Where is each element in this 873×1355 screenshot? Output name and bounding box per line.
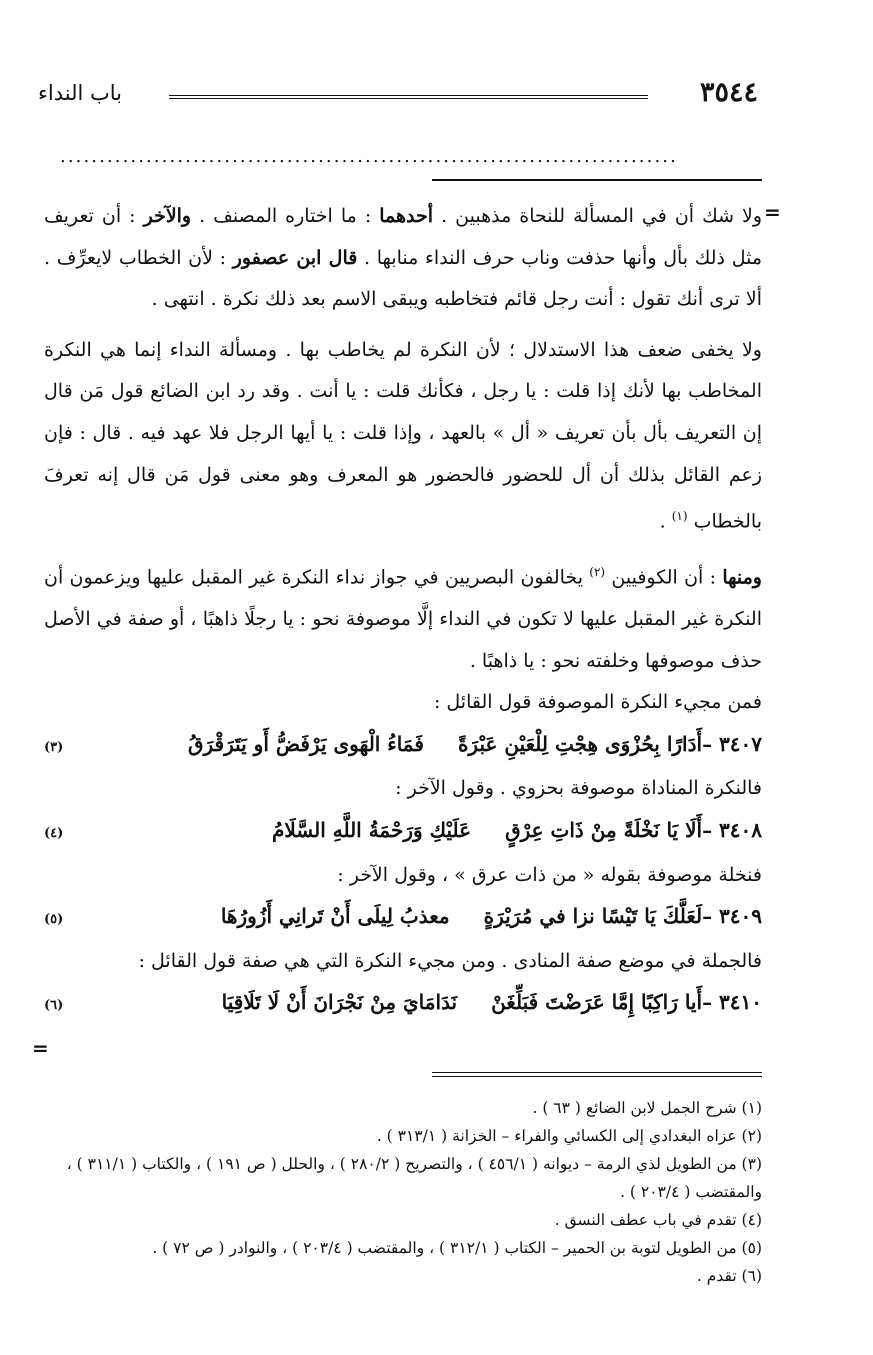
footnote-ref: (٣) xyxy=(44,739,64,755)
footnote-4: (٤) تقدم في باب عطف النسق . xyxy=(554,1211,762,1229)
footnote-6: (٦) تقدم . xyxy=(696,1267,762,1285)
footnote-rule xyxy=(432,1072,762,1077)
paragraph-3: ومنها : أن الكوفيين $^{(٢)}$ يخالفون البصريين في جواز نداء النكرة غير المقبل عليها ويزعمون أن النكرة غير المقبل عليها لا تكون في النداء إلَّا موصوفة نحو : يا رجلًا ذاهبًا ، أو صفة في الأصل حذف موصوفها وخلفته نحو : يا ذاهبًا . xyxy=(44,565,762,672)
verse-number: ٣٤٠٧ – xyxy=(702,731,762,756)
footnote-2: (٢) عزاه البغدادي إلى الكسائي والفراء – الخزانة ( ٣١٣/١ ) . xyxy=(376,1127,762,1145)
running-header xyxy=(34,78,760,114)
term-alakhar: والآخر xyxy=(143,205,192,227)
footnote-1: (١) شرح الجمل لابن الضائع ( ٦٣ ) . xyxy=(532,1099,762,1117)
verse-hemistich-1: أَيا رَاكِبًا إِمَّا عَرَضْتَ فَبَلِّغَنْ xyxy=(491,990,703,1015)
verse-number: ٣٤٠٩ – xyxy=(702,904,762,929)
header-rule xyxy=(169,95,648,99)
top-rule xyxy=(432,179,762,181)
paragraph-6: فنخلة موصوفة بقوله « من ذات عرق » ، وقول الآخر : xyxy=(337,863,762,886)
term-ibn-usfur: قال ابن عصفور xyxy=(232,246,358,269)
main-text xyxy=(44,196,762,1027)
term-ahaduhuma: أحدهما xyxy=(379,205,434,227)
verse-hemistich-2: عَلَيْكِ وَرَحْمَةُ اللَّهِ السَّلَامُ xyxy=(271,817,472,842)
verse-hemistich-1: أَلَا يَا نَخْلَةً مِنْ ذَاتِ عِرْقٍ xyxy=(505,817,703,842)
paragraph-7: فالجملة في موضع صفة المنادى . ومن مجيء النكرة التي هي صفة قول القائل : xyxy=(138,949,762,972)
verse-hemistich-1: لَعَلَّكَ يَا تَيْسًا نزا في مُرَيْرَةٍ xyxy=(483,904,703,929)
dotted-divider: ............................................................................... xyxy=(60,146,678,167)
footnote-ref: (٢) xyxy=(589,565,606,580)
paragraph-5: فالنكرة المناداة موصوفة بحزوي . وقول الآخر : xyxy=(395,777,762,800)
verse-3409 xyxy=(44,896,762,941)
verse-hemistich-2: نَدَامَايَ مِنْ نَجْرَانَ أَنْ لَا تَلَاقِيَا xyxy=(221,990,458,1015)
paragraph-2: ولا يخفى ضعف هذا الاستدلال ؛ لأن النكرة لم يخاطب بها . ومسألة النداء إنما هي النكرة المخاطب بها لأنك إذا قلت : يا رجل ، فكأنك قلت : يا أنت . وقد رد ابن الضائع قول مَن قال إن التعريف بأل بأن تعريف « أل » بالعهد ، وإذا قلت : يا أيها الرجل فلا عهد فيه . قال : فإن زعم القائل بذلك أن أل للحضور فالحضور هو المعرف وهو معنى قول مَن قال إنه تعرفَ بالخطاب $^{(١)}$ . xyxy=(44,338,762,533)
verse-hemistich-2: معذبُ لِيلَى أَنْ تَرانِي أَزُورُهَا xyxy=(220,904,450,929)
footnote-ref: (٦) xyxy=(44,998,64,1014)
verse-3408 xyxy=(44,810,762,855)
verse-3410 xyxy=(44,982,762,1027)
footnote-ref: (١) xyxy=(671,509,688,524)
verse-number: ٣٤٠٨ – xyxy=(702,817,762,842)
paragraph-4: فمن مجيء النكرة الموصوفة قول القائل : xyxy=(433,691,762,714)
footnote-ref: (٤) xyxy=(44,825,64,841)
verse-number: ٣٤١٠ – xyxy=(702,990,762,1015)
paragraph-1: ولا شك أن في المسألة للنحاة مذهبين . أحدهما : ما اختاره المصنف . والآخر : أن تعريف مثل ذلك بأل وأنها حذفت وناب حرف النداء منابها . قال ابن عصفور : لأن الخطاب لايعرِّف . ألا ترى أنك تقول : أنت رجل قائم فتخاطبه ويبقى الاسم بعد ذلك نكرة . انتهى . xyxy=(44,205,763,311)
footnote-5: (٥) من الطويل لتوبة بن الحمير – الكتاب ( ٣١٢/١ ) ، والمقتضب ( ٢٠٣/٤ ) ، والنوادر ( ص ٧٢ ) . xyxy=(152,1239,762,1257)
verse-hemistich-2: فَمَاءُ الْهَوى يَرْفَضُّ أَو يَتَرَقْرَقُ xyxy=(187,731,424,756)
footnotes xyxy=(28,1094,762,1290)
section-title: باب النداء xyxy=(38,81,122,105)
verse-hemistich-1: أَدَارًا بِحُزْوَى هِجْتِ لِلْعَيْنِ عَبْرَةً xyxy=(457,731,703,756)
page-number: ٣٥٤٤ xyxy=(699,77,758,108)
footnote-ref: (٥) xyxy=(44,912,64,928)
continuation-mark-bottom: = xyxy=(32,1036,49,1060)
term-minha: ومنها xyxy=(722,566,762,589)
footnote-3: (٣) من الطويل لذي الرمة – ديوانه ( ٤٥٦/١ ) ، والتصريح ( ٢٨٠/٢ ) ، والحلل ( ص ١٩١ ) ، والكتاب ( ٣١١/١ ) ، والمقتضب ( ٢٠٣/٤ ) . xyxy=(66,1155,762,1201)
continuation-mark-top: = xyxy=(764,200,781,224)
verse-3407 xyxy=(44,724,762,769)
